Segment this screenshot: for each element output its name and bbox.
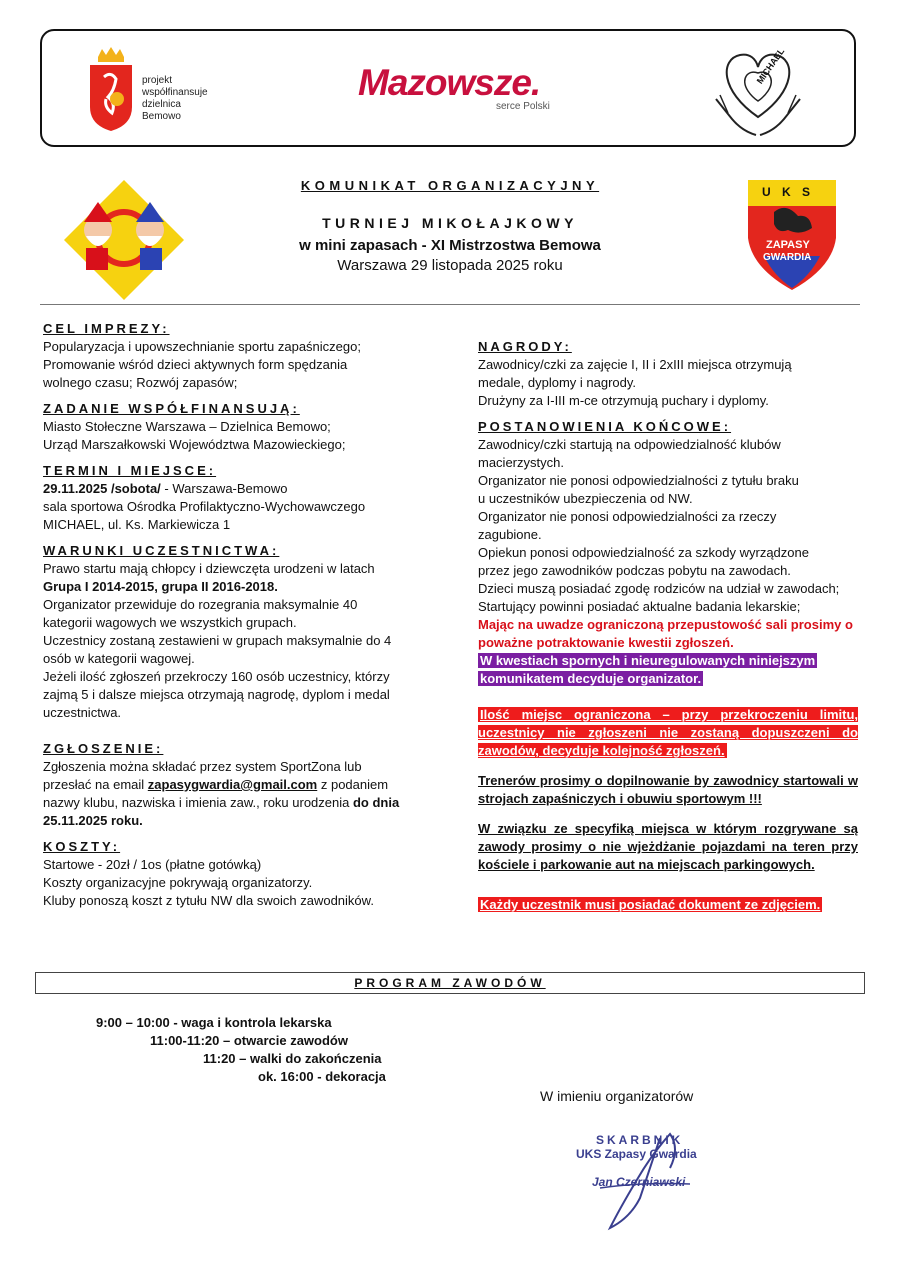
document-title <box>240 178 660 274</box>
parking-notice: W związku ze specyfiką miejsca w którym rozgrywane są zawody prosimy o nie wjeżdżanie pojazdami na teren przy kościele i parkowanie aut na miejscach parkingowych. <box>478 821 858 872</box>
program-item: 11:00-11:20 – otwarcie zawodów <box>150 1033 348 1048</box>
text-line: Organizator nie ponosi odpowiedzialności za rzeczy <box>478 509 777 524</box>
title-subtitle: w mini zapasach - XI Mistrzostwa Bemowa <box>299 237 601 254</box>
document-notice: Każdy uczestnik musi posiadać dokument ze zdjęciem. <box>480 897 821 912</box>
text-line: Drużyny za I-III m-ce otrzymują puchary i dyplomy. <box>478 393 769 408</box>
text-line: sala sportowa Ośrodka Profilaktyczno-Wychowawczego <box>43 499 366 514</box>
section-warunki <box>43 542 443 722</box>
text-line: uczestnictwa. <box>43 705 122 720</box>
mazowsze-wordmark: Mazowsze. <box>358 62 541 103</box>
heading-zadanie: ZADANIE WSPÓŁFINANSUJĄ: <box>43 401 300 416</box>
title-komunikat: KOMUNIKAT ORGANIZACYJNY <box>300 178 600 193</box>
text-line: Startujący powinni posiadać aktualne badania lekarskie; <box>478 599 801 614</box>
text-line: Startowe - 20zł / 1os (płatne gotówką) <box>43 857 262 872</box>
disputes-notice: komunikatem decyduje organizator. <box>480 671 702 686</box>
termin-place: - Warszawa-Bemowo <box>160 481 288 496</box>
title-date-place: Warszawa 29 listopada 2025 roku <box>337 257 563 274</box>
heading-cel: CEL IMPREZY: <box>43 321 170 336</box>
email-line <box>43 776 443 794</box>
text-line: osób w kategorii wagowej. <box>43 651 195 666</box>
text-line: zajmą 5 i dalsze miejsca otrzymają nagrodę, dyplom i medal <box>43 687 390 702</box>
text-line: Promowanie wśród dzieci aktywnych form spędzania <box>43 357 348 372</box>
program-heading-box: PROGRAM ZAWODÓW <box>35 972 865 994</box>
termin-date: 29.11.2025 /sobota/ <box>43 481 161 496</box>
heading-postanowienia: POSTANOWIENIA KOŃCOWE: <box>478 419 732 434</box>
text-line: macierzystych. <box>478 455 564 470</box>
right-column <box>478 338 858 914</box>
text-line: Jeżeli ilość zgłoszeń przekroczy 160 osób uczestnicy, którzy <box>43 669 390 684</box>
text-line: Zawodnicy/czki za zajęcie I, II i 2xIII miejsca otrzymują <box>478 357 792 372</box>
mazowsze-logo <box>358 63 568 123</box>
heading-koszty: KOSZTY: <box>43 839 121 854</box>
santa-wrestlers-icon <box>62 178 186 302</box>
text-line: Zawodnicy/czki startują na odpowiedzialność klubów <box>478 437 781 452</box>
uks-logo-gwardia-text: GWARDIA <box>763 252 812 263</box>
stamp-title: SKARBNIK <box>596 1133 684 1147</box>
text-line: MICHAEL, ul. Ks. Markiewicza 1 <box>43 517 231 532</box>
limit-notice: Ilość miejsc ograniczona – przy przekroczeniu limitu, uczestnicy nie zgłoszeni nie zostaną dopuszczeni do zawodów, decyduje kolejność zgłoszeń. <box>478 707 858 758</box>
uks-logo-zapasy-text: ZAPASY <box>766 239 810 251</box>
handwritten-signature <box>560 1108 720 1238</box>
text-line: Miasto Stołeczne Warszawa – Dzielnica Bemowo; <box>43 419 331 434</box>
text-line: Organizator nie ponosi odpowiedzialności z tytułu braku <box>478 473 799 488</box>
mazowsze-tagline: serce Polski <box>496 101 550 112</box>
text-line: Uczestnicy zostaną zestawieni w grupach maksymalnie do 4 <box>43 633 392 648</box>
limit-notice-block <box>478 706 858 760</box>
section-zadanie <box>43 400 443 454</box>
text-line: kategorii wagowych we wszystkich grupach. <box>43 615 297 630</box>
section-postanowienia <box>478 418 858 688</box>
text-line: przez jego zawodników podczas pobytu na zawodach. <box>478 563 791 578</box>
text-line: Opiekun ponosi odpowiedzialność za szkody wyrządzone <box>478 545 809 560</box>
section-nagrody <box>478 338 858 410</box>
capacity-warning: poważne potraktowanie kwestii zgłoszeń. <box>478 635 734 650</box>
michael-logo-text: MICHAEL <box>754 46 787 86</box>
bemowo-logo-text: projekt współfinansuje dzielnica Bemowo <box>142 75 208 122</box>
deadline-date: 25.11.2025 roku. <box>43 813 143 828</box>
capacity-warning: Mając na uwadze ograniczoną przepustowość sali prosimy o <box>478 617 853 632</box>
section-cel <box>43 320 443 392</box>
trainers-notice: Trenerów prosimy o dopilnowanie by zawodnicy startowali w strojach zapaśniczych i obuwiu sportowym !!! <box>478 773 858 806</box>
stamp-name: Jan Czerniawski <box>592 1175 686 1189</box>
text-line: Urząd Marszałkowski Województwa Mazowieckiego; <box>43 437 346 452</box>
program-item: ok. 16:00 - dekoracja <box>258 1069 386 1084</box>
text-line: Dzieci muszą posiadać zgodę rodziców na udział w zawodach; <box>478 581 840 596</box>
text-line: u uczestników ubezpieczenia od NW. <box>478 491 693 506</box>
title-turniej: TURNIEJ MIKOŁAJKOWY <box>322 215 578 231</box>
text-line: Kluby ponoszą koszt z tytułu NW dla swoich zawodników. <box>43 893 374 908</box>
bemowo-logo <box>86 47 226 133</box>
disputes-notice: W kwestiach spornych i nieuregulowanych niniejszym <box>480 653 816 668</box>
text-line: Prawo startu mają chłopcy i dziewczęta urodzeni w latach <box>43 561 375 576</box>
text-line: Popularyzacja i upowszechnianie sportu zapaśniczego; <box>43 339 361 354</box>
text-fragment: z podaniem <box>317 777 389 792</box>
email-link[interactable]: zapasygwardia@gmail.com <box>147 777 318 792</box>
text-fragment: nazwy klubu, nazwiska i imienia zaw., roku urodzenia <box>43 795 353 810</box>
heading-zgloszenie: ZGŁOSZENIE: <box>43 741 164 756</box>
michael-logo <box>710 39 806 139</box>
heading-warunki: WARUNKI UCZESTNICTWA: <box>43 543 280 558</box>
text-fragment: przesłać na email <box>43 777 148 792</box>
text-line: medale, dyplomy i nagrody. <box>478 375 637 390</box>
header-logos-box <box>40 29 856 147</box>
signature-caption: W imieniu organizatorów <box>540 1088 694 1104</box>
uks-zapasy-gwardia-logo <box>744 176 840 292</box>
heading-termin: TERMIN I MIEJSCE: <box>43 463 217 478</box>
left-column <box>43 320 443 918</box>
deadline-prefix: do dnia <box>352 795 400 810</box>
heading-nagrody: NAGRODY: <box>478 339 572 354</box>
uks-logo-top-text: U K S <box>762 185 815 199</box>
text-line: Organizator przewiduje do rozegrania maksymalnie 40 <box>43 597 358 612</box>
section-koszty <box>43 838 443 910</box>
section-termin <box>43 462 443 534</box>
text-line: wolnego czasu; Rozwój zapasów; <box>43 375 238 390</box>
stamp-club: UKS Zapasy Gwardia <box>576 1147 697 1161</box>
warsaw-coat-of-arms-icon <box>86 47 136 133</box>
deadline-line <box>43 794 443 812</box>
heart-hands-icon <box>710 39 806 139</box>
termin-date-line <box>43 480 443 498</box>
program-item: 11:20 – walki do zakończenia <box>203 1051 382 1066</box>
age-groups: Grupa I 2014-2015, grupa II 2016-2018. <box>43 579 278 594</box>
text-line: Koszty organizacyjne pokrywają organizatorzy. <box>43 875 313 890</box>
text-line: zagubione. <box>478 527 542 542</box>
santa-wrestlers-logo <box>62 178 186 302</box>
section-zgloszenie <box>43 740 443 830</box>
header-divider <box>40 304 860 305</box>
program-item: 9:00 – 10:00 - waga i kontrola lekarska <box>96 1015 332 1030</box>
text-line: Zgłoszenia można składać przez system SportZona lub <box>43 759 362 774</box>
